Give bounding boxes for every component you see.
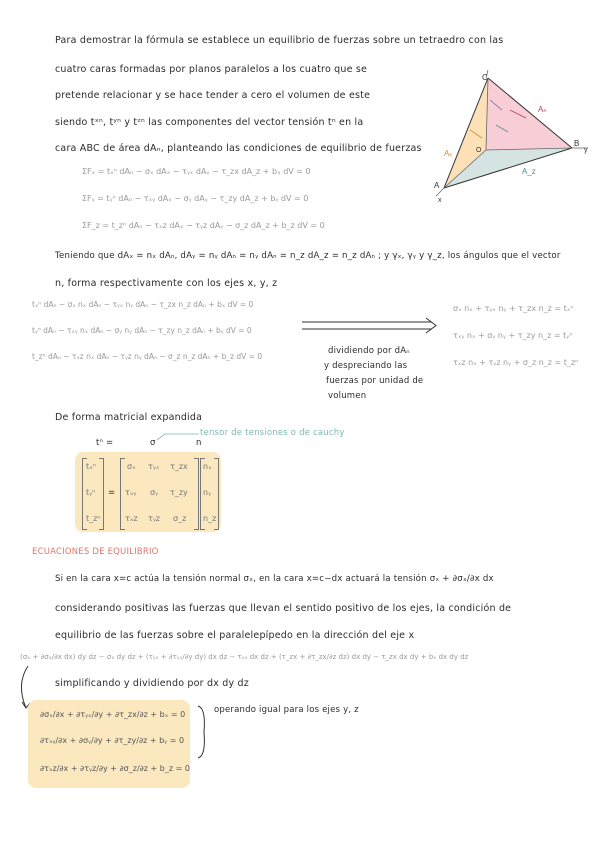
label-Az: A_z bbox=[522, 167, 536, 176]
n-y: nᵧ bbox=[203, 488, 212, 497]
intro-line-3: pretende relacionar y se hace tender a cero el volumen de este bbox=[55, 90, 371, 101]
n-z: n_z bbox=[203, 514, 217, 523]
intro-line-1: Para demostrar la fórmula se establece un equilibrio de fuerzas sobre un tetraedro con las bbox=[55, 35, 504, 46]
arrow-note-4: volumen bbox=[328, 391, 367, 401]
n-x: nₓ bbox=[203, 462, 212, 471]
simplify-text: simplificando y dividiendo por dx dy dz bbox=[55, 678, 249, 689]
intro-line-5: cara ABC de área dAₙ, planteando las condiciones de equilibrio de fuerzas bbox=[55, 143, 422, 154]
sigma-02: τ_zx bbox=[170, 462, 188, 471]
equil-line-2: considerando positivas las fuerzas que llevan el sentido positivo de los ejes, la condición de bbox=[55, 603, 512, 614]
t-x: tₓⁿ bbox=[86, 462, 96, 471]
label-y: y bbox=[584, 147, 588, 154]
teniendo-line-2: n, forma respectivamente con los ejes x, y, z bbox=[55, 278, 278, 289]
label-An: Aₙ bbox=[538, 105, 547, 114]
arrow-note-3: fuerzas por unidad de bbox=[326, 376, 424, 386]
tetrahedron-figure bbox=[430, 70, 590, 210]
sigma-21: τᵧz bbox=[148, 514, 160, 523]
equil-line-1: Si en la cara x=c actúa la tensión normal σₓ, en la cara x=c−dx actuará la tensión σₓ + ∂σₓ/∂x dx bbox=[55, 574, 494, 584]
intro-line-4: siendo tˣⁿ, tʸⁿ y tᶻⁿ las componentes del vector tensión tⁿ en la bbox=[55, 117, 364, 128]
sigma-20: τₓz bbox=[125, 514, 138, 523]
teniendo-line-1: Teniendo que dAₓ = nₓ dAₙ, dAᵧ = nᵧ dAₙ = nᵧ dAₙ = n_z dA_z = n_z dAₙ ; y γₓ, γᵧ y γ_z, los ángulos que el vector bbox=[55, 251, 561, 261]
matrix-equals: = bbox=[108, 488, 116, 498]
left-eq-2: tᵧⁿ dAₙ − τₓᵧ nₓ dAₙ − σᵧ nᵧ dAₙ − τ_zy n_z dAₙ + bᵧ dV = 0 bbox=[32, 326, 252, 335]
sigma-10: τₓᵧ bbox=[125, 488, 137, 497]
right-eq-3: τₓz nₓ + τᵧz nᵧ + σ_z n_z = t_zⁿ bbox=[453, 358, 579, 367]
operando-text: operando igual para los ejes y, z bbox=[214, 705, 359, 715]
matrix-head-n: n bbox=[196, 438, 202, 448]
matrix-head-sigma: σ bbox=[150, 438, 156, 448]
sigma-01: τᵧₓ bbox=[148, 462, 160, 471]
final-eq-1: ∂σₓ/∂x + ∂τᵧₓ/∂y + ∂τ_zx/∂z + bₓ = 0 bbox=[40, 710, 186, 719]
tensor-pointer bbox=[155, 430, 205, 442]
bracket-sigma-right bbox=[194, 458, 199, 530]
sigma-12: τ_zy bbox=[170, 488, 188, 497]
implies-arrow bbox=[300, 318, 440, 334]
arrow-note-2: y despreciando las bbox=[324, 361, 408, 371]
equil-line-3: equilibrio de las fuerzas sobre el paralelepípedo en la dirección del eje x bbox=[55, 630, 415, 641]
right-eq-1: σₓ nₓ + τᵧₓ nᵧ + τ_zx n_z = tₓⁿ bbox=[453, 304, 574, 313]
label-B: B bbox=[574, 139, 580, 148]
sum-eq-z: ΣF_z = t_zⁿ dAₙ − τₓz dAₓ − τᵧz dAᵧ − σ_z dA_z + b_z dV = 0 bbox=[82, 221, 325, 230]
label-C: C bbox=[482, 73, 488, 82]
tensor-label: tensor de tensiones o de cauchy bbox=[200, 428, 345, 438]
brace bbox=[196, 704, 210, 760]
label-Ax: Aₓ bbox=[444, 149, 452, 158]
sigma-11: σᵧ bbox=[150, 488, 159, 497]
intro-line-2: cuatro caras formadas por planos paralelos a los cuatro que se bbox=[55, 64, 368, 75]
t-z: t_zⁿ bbox=[86, 514, 101, 523]
sigma-00: σₓ bbox=[127, 462, 136, 471]
left-eq-3: t_zⁿ dAₙ − τₓz nₓ dAₙ − τᵧz nᵧ dAₙ − σ_z n_z dAₙ + b_z dV = 0 bbox=[32, 352, 263, 361]
right-eq-2: τₓᵧ nₓ + σᵧ nᵧ + τ_zy n_z = tᵧⁿ bbox=[453, 331, 573, 340]
sum-eq-y: ΣFᵧ = tᵧⁿ dAₙ − τₓᵧ dAₓ − σᵧ dAᵧ − τ_zy dA_z + bᵧ dV = 0 bbox=[82, 194, 309, 203]
matrix-intro: De forma matricial expandida bbox=[55, 412, 203, 423]
final-eq-3: ∂τₓz/∂x + ∂τᵧz/∂y + ∂σ_z/∂z + b_z = 0 bbox=[40, 764, 190, 773]
sum-eq-x: ΣFₓ = tₓⁿ dAₙ − σₓ dAₓ − τᵧₓ dAᵧ − τ_zx dA_z + bₓ dV = 0 bbox=[82, 167, 311, 176]
arrow-note-1: dividiendo por dAₙ bbox=[328, 346, 410, 356]
section-title: ECUACIONES DE EQUILIBRIO bbox=[32, 547, 159, 557]
sigma-22: σ_z bbox=[173, 514, 187, 523]
label-x: x bbox=[438, 197, 442, 204]
left-eq-1: tₓⁿ dAₙ − σₓ nₓ dAₙ − τᵧₓ nᵧ dAₙ − τ_zx n_z dAₙ + bₓ dV = 0 bbox=[32, 300, 254, 309]
t-y: tᵧⁿ bbox=[86, 488, 96, 497]
long-equation: (σₓ + ∂σₓ/∂x dx) dy dz − σₓ dy dz + (τᵧₓ + ∂τᵧₓ/∂y dy) dx dz − τᵧₓ dx dz + (τ_zx + ∂τ_zx/∂z dz) dx dy − τ_zx dx dy + bₓ dx dy dz bbox=[20, 653, 469, 661]
label-A: A bbox=[434, 181, 440, 190]
matrix-head-t: tⁿ = bbox=[96, 438, 114, 448]
label-O: O bbox=[476, 147, 482, 154]
final-eq-2: ∂τₓᵧ/∂x + ∂σᵧ/∂y + ∂τ_zy/∂z + bᵧ = 0 bbox=[40, 736, 185, 745]
